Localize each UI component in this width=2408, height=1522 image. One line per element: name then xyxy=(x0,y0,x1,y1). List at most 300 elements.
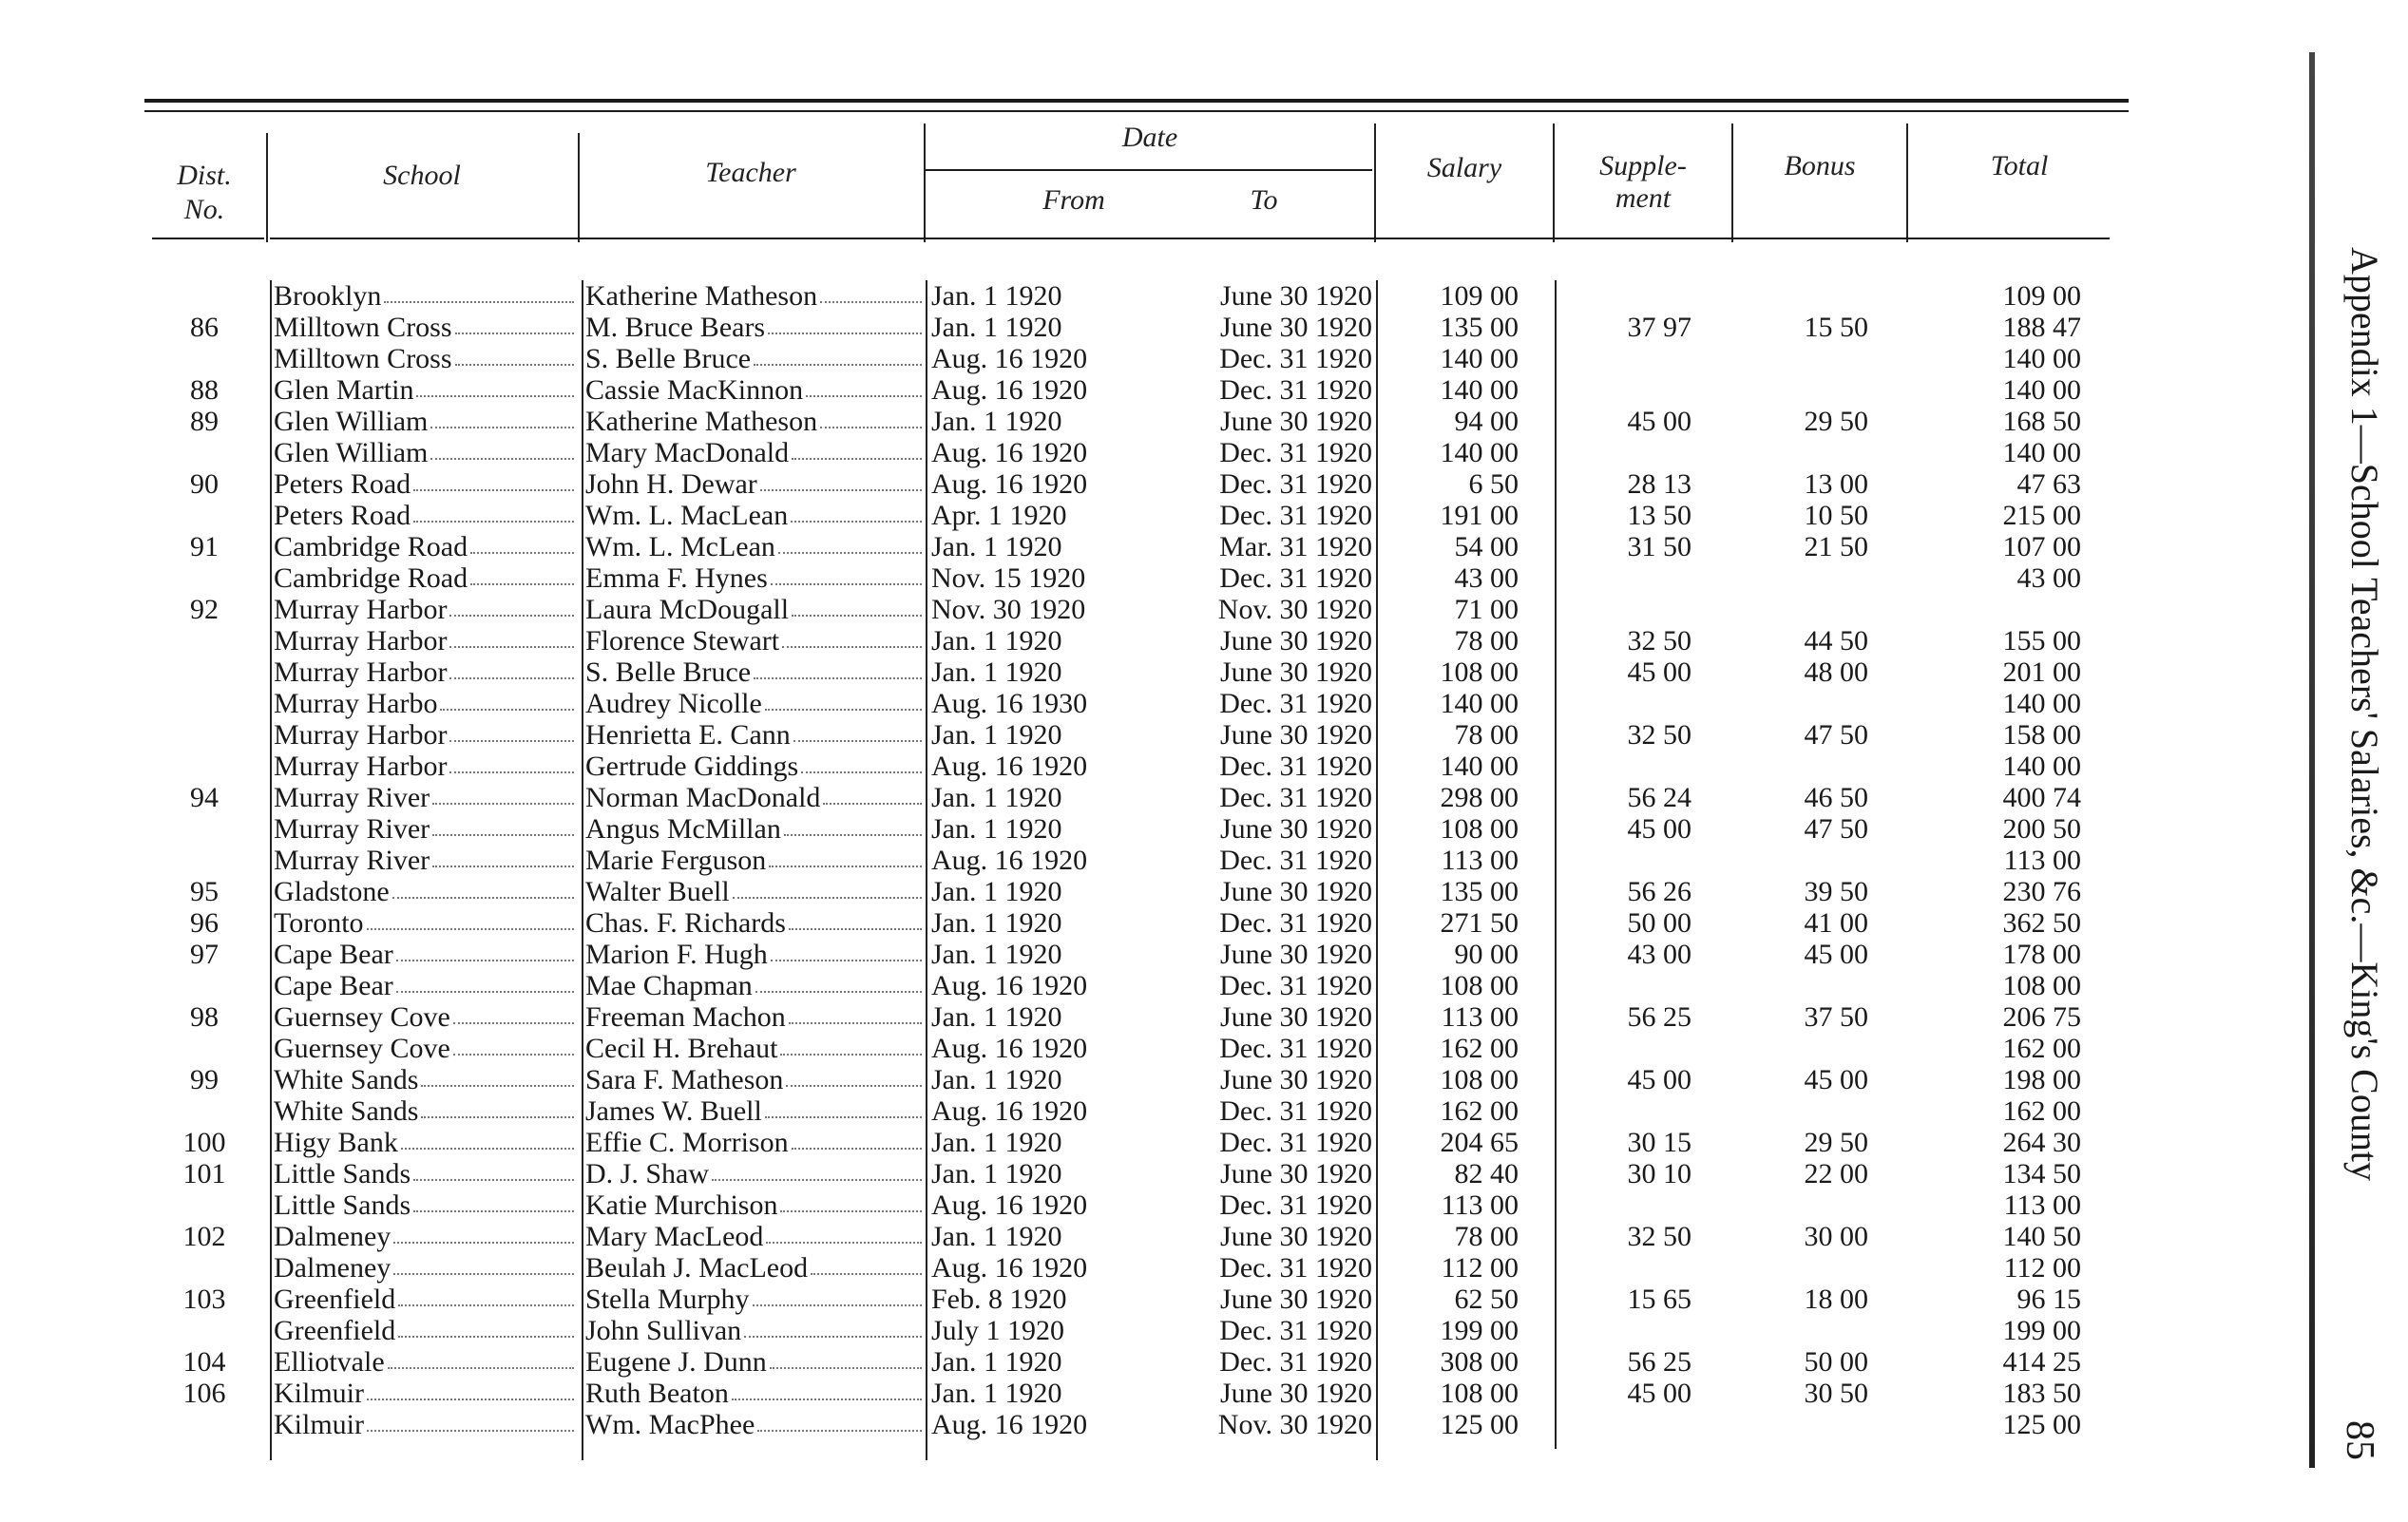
cell-supplement: 56 25 xyxy=(1627,1001,1691,1033)
cell-teacher-text: Sara F. Matheson xyxy=(585,1064,784,1095)
cell-teacher-text: Mary MacLeod xyxy=(585,1221,764,1252)
leader-dots xyxy=(398,1284,574,1306)
table-row xyxy=(0,751,2408,782)
cell-total: 362 50 xyxy=(2002,907,2081,939)
cell-supplement: 31 50 xyxy=(1627,531,1691,562)
table-row xyxy=(0,845,2408,876)
header-from: From xyxy=(1042,184,1105,216)
cell-school xyxy=(274,1095,576,1127)
cell-school xyxy=(274,1378,576,1409)
cell-teacher-text: Walter Buell xyxy=(585,876,730,907)
leader-dots xyxy=(820,406,922,428)
cell-school-text: Higy Bank xyxy=(274,1127,398,1158)
cell-school xyxy=(274,1127,576,1158)
cell-school-text: Murray Harbor xyxy=(274,625,448,656)
cell-from: Jan. 1 1920 xyxy=(931,813,1062,845)
table-row xyxy=(0,1378,2408,1409)
cell-from: Aug. 16 1920 xyxy=(931,1095,1088,1127)
leader-dots xyxy=(416,374,574,397)
cell-teacher xyxy=(585,1033,924,1064)
leader-dots xyxy=(413,1189,574,1212)
cell-bonus: 15 50 xyxy=(1804,312,1868,343)
cell-from: Nov. 15 1920 xyxy=(931,562,1086,594)
cell-dist: 95 xyxy=(190,876,219,907)
table-row xyxy=(0,907,2408,939)
cell-school-text: Brooklyn xyxy=(274,280,382,312)
cell-salary: 162 00 xyxy=(1440,1033,1519,1064)
cell-school-text: Gladstone xyxy=(274,876,390,907)
cell-school xyxy=(274,625,576,656)
leader-dots xyxy=(753,1284,923,1306)
cell-to: Dec. 31 1920 xyxy=(1219,1346,1372,1378)
leader-dots xyxy=(388,1346,574,1369)
cell-from: Aug. 16 1920 xyxy=(931,437,1088,468)
cell-teacher-text: S. Belle Bruce xyxy=(585,343,752,374)
cell-school xyxy=(274,970,576,1001)
table-row xyxy=(0,719,2408,751)
cell-to: Dec. 31 1920 xyxy=(1219,782,1372,813)
cell-school-text: Kilmuir xyxy=(274,1378,364,1409)
table-row xyxy=(0,1252,2408,1284)
cell-total: 47 63 xyxy=(2016,468,2081,500)
cell-total: 230 76 xyxy=(2002,876,2081,907)
cell-school-text: Milltown Cross xyxy=(274,312,452,343)
cell-dist: 88 xyxy=(190,374,219,406)
leader-dots xyxy=(398,1315,574,1338)
cell-teacher xyxy=(585,813,924,845)
cell-teacher-text: Wm. L. MacLean xyxy=(585,500,789,531)
cell-school xyxy=(274,500,576,531)
cell-school-text: Guernsey Cove xyxy=(274,1033,450,1064)
table-row xyxy=(0,1221,2408,1252)
cell-total: 168 50 xyxy=(2002,406,2081,437)
cell-bonus: 18 00 xyxy=(1804,1284,1868,1315)
cell-total: 140 50 xyxy=(2002,1221,2081,1252)
cell-from: July 1 1920 xyxy=(931,1315,1065,1346)
cell-teacher-text: Mae Chapman xyxy=(585,970,753,1001)
cell-salary: 94 00 xyxy=(1454,406,1519,437)
cell-school-text: Cambridge Road xyxy=(274,562,468,594)
cell-bonus: 44 50 xyxy=(1804,625,1868,656)
leader-dots xyxy=(401,1127,574,1150)
cell-to: Dec. 31 1920 xyxy=(1219,500,1372,531)
cell-salary: 108 00 xyxy=(1440,1378,1519,1409)
cell-school-text: White Sands xyxy=(274,1095,419,1127)
cell-school xyxy=(274,468,576,500)
cell-from: Aug. 16 1920 xyxy=(931,343,1088,374)
cell-dist: 89 xyxy=(190,406,219,437)
cell-from: Jan. 1 1920 xyxy=(931,531,1062,562)
cell-school-text: Murray Harbor xyxy=(274,751,448,782)
table-row xyxy=(0,1095,2408,1127)
cell-supplement: 45 00 xyxy=(1627,813,1691,845)
cell-teacher-text: Norman MacDonald xyxy=(585,782,821,813)
cell-from: Aug. 16 1920 xyxy=(931,845,1088,876)
leader-dots xyxy=(765,1095,922,1118)
table-row xyxy=(0,500,2408,531)
cell-from: Aug. 16 1920 xyxy=(931,1033,1088,1064)
cell-school xyxy=(274,312,576,343)
cell-total: 109 00 xyxy=(2002,280,2081,312)
cell-total: 183 50 xyxy=(2002,1378,2081,1409)
leader-dots xyxy=(778,531,922,554)
leader-dots xyxy=(793,719,922,742)
leader-dots xyxy=(771,562,922,585)
cell-total: 125 00 xyxy=(2002,1409,2081,1440)
table-row xyxy=(0,437,2408,468)
cell-teacher xyxy=(585,656,924,688)
cell-from: Aug. 16 1920 xyxy=(931,468,1088,500)
leader-dots xyxy=(712,1158,922,1181)
cell-bonus: 45 00 xyxy=(1804,1064,1868,1095)
cell-dist: 96 xyxy=(190,907,219,939)
cell-school xyxy=(274,1284,576,1315)
cell-dist: 106 xyxy=(182,1378,226,1409)
leader-dots xyxy=(806,374,922,397)
cell-school xyxy=(274,374,576,406)
table-row xyxy=(0,531,2408,562)
cell-total: 112 00 xyxy=(2003,1252,2081,1284)
table-row xyxy=(0,1409,2408,1440)
cell-school-text: Peters Road xyxy=(274,468,411,500)
leader-dots xyxy=(449,751,574,773)
table-row xyxy=(0,406,2408,437)
cell-dist: 90 xyxy=(190,468,219,500)
leader-dots xyxy=(455,343,574,366)
cell-from: Jan. 1 1920 xyxy=(931,939,1062,970)
cell-dist: 91 xyxy=(190,531,219,562)
cell-school xyxy=(274,751,576,782)
date-subrule xyxy=(926,169,1372,171)
table-row xyxy=(0,1001,2408,1033)
cell-dist: 101 xyxy=(182,1158,226,1189)
leader-dots xyxy=(449,625,574,648)
cell-teacher xyxy=(585,343,924,374)
leader-dots xyxy=(393,1252,574,1275)
cell-dist: 100 xyxy=(182,1127,226,1158)
cell-salary: 140 00 xyxy=(1440,374,1519,406)
cell-salary: 140 00 xyxy=(1440,437,1519,468)
cell-school-text: Cape Bear xyxy=(274,939,393,970)
cell-from: Aug. 16 1920 xyxy=(931,374,1088,406)
header-bonus: Bonus xyxy=(1784,150,1856,181)
cell-to: June 30 1920 xyxy=(1220,1221,1372,1252)
cell-dist: 98 xyxy=(190,1001,219,1033)
cell-school xyxy=(274,1001,576,1033)
col-divider xyxy=(924,124,926,242)
cell-school-text: Glen William xyxy=(274,406,429,437)
cell-teacher-text: Wm. L. McLean xyxy=(585,531,775,562)
cell-total: 198 00 xyxy=(2002,1064,2081,1095)
cell-from: Aug. 16 1920 xyxy=(931,970,1088,1001)
cell-school-text: Little Sands xyxy=(274,1189,411,1221)
cell-supplement: 32 50 xyxy=(1627,625,1691,656)
header-total: Total xyxy=(1990,150,2049,181)
cell-total: 134 50 xyxy=(2002,1158,2081,1189)
cell-teacher-text: Wm. MacPhee xyxy=(585,1409,755,1440)
cell-from: Apr. 1 1920 xyxy=(931,500,1067,531)
cell-teacher xyxy=(585,845,924,876)
cell-to: Dec. 31 1920 xyxy=(1219,1315,1372,1346)
cell-school-text: Kilmuir xyxy=(274,1409,364,1440)
cell-bonus: 50 00 xyxy=(1804,1346,1868,1378)
cell-bonus: 47 50 xyxy=(1804,719,1868,751)
cell-teacher-text: Katie Murchison xyxy=(585,1189,778,1221)
header-no: No. xyxy=(183,194,225,225)
cell-from: Jan. 1 1920 xyxy=(931,1378,1062,1409)
leader-dots xyxy=(801,751,922,773)
page-number: 85 xyxy=(2338,1420,2381,1460)
cell-total: 206 75 xyxy=(2002,1001,2081,1033)
cell-bonus: 37 50 xyxy=(1804,1001,1868,1033)
cell-salary: 108 00 xyxy=(1440,1064,1519,1095)
cell-from: Feb. 8 1920 xyxy=(931,1284,1067,1315)
cell-school xyxy=(274,1221,576,1252)
header-school: School xyxy=(383,160,461,191)
cell-salary: 71 00 xyxy=(1454,594,1519,625)
header-date: Date xyxy=(1121,122,1178,153)
cell-supplement: 56 26 xyxy=(1627,876,1691,907)
cell-teacher xyxy=(585,531,924,562)
cell-school-text: Guernsey Cove xyxy=(274,1001,450,1033)
cell-salary: 82 40 xyxy=(1454,1158,1519,1189)
cell-teacher-text: Laura McDougall xyxy=(585,594,790,625)
leader-dots xyxy=(792,1127,922,1150)
leader-dots xyxy=(367,1409,574,1432)
cell-school xyxy=(274,939,576,970)
cell-total: 155 00 xyxy=(2002,625,2081,656)
cell-salary: 113 00 xyxy=(1441,1189,1519,1221)
leader-dots xyxy=(413,1158,574,1181)
cell-dist: 104 xyxy=(182,1346,226,1378)
cell-total: 140 00 xyxy=(2002,343,2081,374)
cell-school xyxy=(274,531,576,562)
cell-bonus: 30 50 xyxy=(1804,1378,1868,1409)
cell-total: 201 00 xyxy=(2002,656,2081,688)
cell-total: 113 00 xyxy=(2003,845,2081,876)
cell-school xyxy=(274,1315,576,1346)
leader-dots xyxy=(470,531,574,554)
cell-supplement: 45 00 xyxy=(1627,406,1691,437)
cell-from: Aug. 16 1920 xyxy=(931,1409,1088,1440)
cell-school xyxy=(274,1252,576,1284)
cell-bonus: 45 00 xyxy=(1804,939,1868,970)
cell-salary: 109 00 xyxy=(1440,280,1519,312)
cell-school xyxy=(274,1409,576,1440)
cell-total: 107 00 xyxy=(2002,531,2081,562)
cell-bonus: 39 50 xyxy=(1804,876,1868,907)
cell-from: Jan. 1 1920 xyxy=(931,876,1062,907)
cell-teacher xyxy=(585,562,924,594)
cell-teacher-text: Cecil H. Brehaut xyxy=(585,1033,778,1064)
cell-from: Jan. 1 1920 xyxy=(931,656,1062,688)
leader-dots xyxy=(392,876,574,899)
cell-teacher xyxy=(585,437,924,468)
cell-salary: 78 00 xyxy=(1454,1221,1519,1252)
cell-school xyxy=(274,1033,576,1064)
cell-total: 264 30 xyxy=(2002,1127,2081,1158)
cell-teacher xyxy=(585,1284,924,1315)
col-divider xyxy=(266,133,268,242)
cell-supplement: 50 00 xyxy=(1627,907,1691,939)
leader-dots xyxy=(384,280,574,303)
cell-salary: 90 00 xyxy=(1454,939,1519,970)
cell-teacher xyxy=(585,594,924,625)
cell-salary: 199 00 xyxy=(1440,1315,1519,1346)
cell-school xyxy=(274,280,576,312)
cell-from: Jan. 1 1920 xyxy=(931,1127,1062,1158)
leader-dots xyxy=(754,656,922,679)
cell-from: Jan. 1 1920 xyxy=(931,1064,1062,1095)
cell-school-text: Murray River xyxy=(274,845,430,876)
leader-dots xyxy=(780,1033,922,1056)
cell-dist: 92 xyxy=(190,594,219,625)
cell-teacher xyxy=(585,374,924,406)
cell-teacher xyxy=(585,1158,924,1189)
leader-dots xyxy=(780,1189,922,1212)
cell-teacher xyxy=(585,312,924,343)
cell-dist: 97 xyxy=(190,939,219,970)
cell-school-text: Cape Bear xyxy=(274,970,393,1001)
leader-dots xyxy=(413,468,574,491)
cell-to: June 30 1920 xyxy=(1220,876,1372,907)
cell-from: Nov. 30 1920 xyxy=(931,594,1086,625)
cell-to: Dec. 31 1920 xyxy=(1219,562,1372,594)
cell-to: Dec. 31 1920 xyxy=(1219,374,1372,406)
cell-teacher-text: Freeman Machon xyxy=(585,1001,786,1033)
cell-from: Aug. 16 1920 xyxy=(931,1189,1088,1221)
cell-salary: 43 00 xyxy=(1454,562,1519,594)
cell-teacher xyxy=(585,280,924,312)
cell-salary: 113 00 xyxy=(1441,845,1519,876)
cell-teacher-text: Mary MacDonald xyxy=(585,437,790,468)
cell-teacher-text: D. J. Shaw xyxy=(585,1158,710,1189)
cell-to: Dec. 31 1920 xyxy=(1219,1127,1372,1158)
cell-teacher-text: Effie C. Morrison xyxy=(585,1127,789,1158)
page-edge xyxy=(2309,52,2315,1468)
cell-bonus: 30 00 xyxy=(1804,1221,1868,1252)
cell-school-text: White Sands xyxy=(274,1064,419,1095)
cell-to: June 30 1920 xyxy=(1220,1158,1372,1189)
cell-to: June 30 1920 xyxy=(1220,939,1372,970)
cell-from: Aug. 16 1920 xyxy=(931,1252,1088,1284)
cell-teacher-text: James W. Buell xyxy=(585,1095,762,1127)
col-divider xyxy=(1553,124,1555,242)
cell-bonus: 46 50 xyxy=(1804,782,1868,813)
cell-salary: 204 65 xyxy=(1440,1127,1519,1158)
table-row xyxy=(0,1033,2408,1064)
cell-teacher xyxy=(585,1127,924,1158)
cell-teacher-text: Audrey Nicolle xyxy=(585,688,762,719)
cell-teacher xyxy=(585,876,924,907)
header-bottom-rule xyxy=(152,238,264,239)
cell-school xyxy=(274,406,576,437)
cell-from: Jan. 1 1920 xyxy=(931,280,1062,312)
table-row xyxy=(0,1189,2408,1221)
cell-to: Dec. 31 1920 xyxy=(1219,970,1372,1001)
cell-school xyxy=(274,845,576,876)
cell-to: Dec. 31 1920 xyxy=(1219,1189,1372,1221)
cell-teacher xyxy=(585,1409,924,1440)
leader-dots xyxy=(432,845,574,867)
table-row xyxy=(0,625,2408,656)
cell-salary: 298 00 xyxy=(1440,782,1519,813)
cell-teacher-text: Eugene J. Dunn xyxy=(585,1346,767,1378)
cell-school xyxy=(274,1346,576,1378)
col-divider xyxy=(1731,124,1733,242)
cell-school xyxy=(274,1158,576,1189)
cell-supplement: 56 25 xyxy=(1627,1346,1691,1378)
cell-to: June 30 1920 xyxy=(1220,406,1372,437)
cell-salary: 113 00 xyxy=(1441,1001,1519,1033)
cell-from: Jan. 1 1920 xyxy=(931,719,1062,751)
cell-total: 113 00 xyxy=(2003,1189,2081,1221)
cell-to: Dec. 31 1920 xyxy=(1219,845,1372,876)
cell-supplement: 37 97 xyxy=(1627,312,1691,343)
cell-to: June 30 1920 xyxy=(1220,719,1372,751)
cell-total: 215 00 xyxy=(2002,500,2081,531)
leader-dots xyxy=(421,1095,574,1118)
cell-total: 199 00 xyxy=(2002,1315,2081,1346)
cell-to: June 30 1920 xyxy=(1220,1001,1372,1033)
leader-dots xyxy=(432,813,574,836)
cell-teacher-text: Beulah J. MacLeod xyxy=(585,1252,809,1284)
cell-from: Jan. 1 1920 xyxy=(931,1158,1062,1189)
cell-teacher-text: Ruth Beaton xyxy=(585,1378,729,1409)
cell-school xyxy=(274,437,576,468)
cell-school xyxy=(274,719,576,751)
cell-school xyxy=(274,656,576,688)
leader-dots xyxy=(820,280,922,303)
cell-to: Dec. 31 1920 xyxy=(1219,688,1372,719)
cell-school-text: Greenfield xyxy=(274,1315,396,1346)
cell-total: 162 00 xyxy=(2002,1095,2081,1127)
leader-dots xyxy=(789,907,922,930)
cell-school-text: Little Sands xyxy=(274,1158,411,1189)
cell-teacher xyxy=(585,1315,924,1346)
leader-dots xyxy=(744,1315,922,1338)
cell-supplement: 32 50 xyxy=(1627,719,1691,751)
cell-school-text: Murray River xyxy=(274,782,430,813)
table-row xyxy=(0,688,2408,719)
cell-salary: 108 00 xyxy=(1440,970,1519,1001)
table-row xyxy=(0,1284,2408,1315)
leader-dots xyxy=(733,876,922,899)
cell-dist: 102 xyxy=(182,1221,226,1252)
cell-to: Dec. 31 1920 xyxy=(1219,1095,1372,1127)
cell-supplement: 13 50 xyxy=(1627,500,1691,531)
table-row xyxy=(0,1064,2408,1095)
cell-to: June 30 1920 xyxy=(1220,656,1372,688)
leader-dots xyxy=(792,594,922,617)
cell-school xyxy=(274,343,576,374)
cell-salary: 308 00 xyxy=(1440,1346,1519,1378)
cell-school xyxy=(274,562,576,594)
cell-supplement: 43 00 xyxy=(1627,939,1691,970)
cell-teacher-text: Katherine Matheson xyxy=(585,406,818,437)
table-row xyxy=(0,876,2408,907)
cell-school-text: Peters Road xyxy=(274,500,411,531)
cell-teacher xyxy=(585,1252,924,1284)
cell-school-text: Cambridge Road xyxy=(274,531,468,562)
cell-teacher xyxy=(585,625,924,656)
cell-school xyxy=(274,1064,576,1095)
cell-salary: 78 00 xyxy=(1454,625,1519,656)
col-divider xyxy=(1906,124,1908,242)
header-to: To xyxy=(1250,184,1278,216)
cell-teacher-text: Stella Murphy xyxy=(585,1284,750,1315)
table-row xyxy=(0,280,2408,312)
